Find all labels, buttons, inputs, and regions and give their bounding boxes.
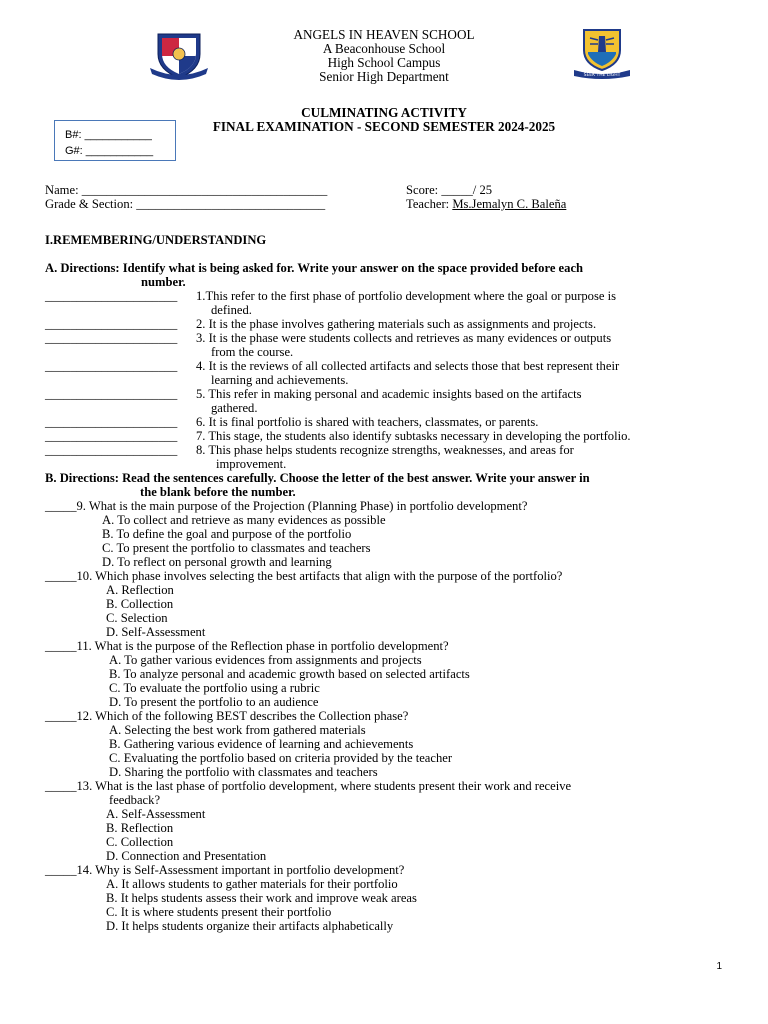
- item-text-cont: improvement.: [216, 457, 287, 471]
- page-number: 1: [716, 961, 722, 972]
- answer-option: A. To collect and retrieve as many evidences as possible: [102, 513, 386, 527]
- answer-option: C. To present the portfolio to classmates and teachers: [102, 541, 371, 555]
- item-text-cont: learning and achievements.: [211, 373, 349, 387]
- teacher-line: [406, 197, 566, 211]
- answer-option: D. To reflect on personal growth and learning: [102, 555, 332, 569]
- question-stem: _____13. What is the last phase of portfolio development, where students present their work and receive: [45, 779, 572, 793]
- answer-option: C. It is where students present their portfolio: [106, 905, 332, 919]
- answer-blank[interactable]: _____________________: [45, 415, 178, 429]
- part-b-directions: B. Directions: Read the sentences carefully. Choose the letter of the best answer. Write your answer in: [45, 471, 590, 485]
- answer-option: B. Reflection: [106, 821, 174, 835]
- item-text: 5. This refer in making personal and academic insights based on the artifacts: [196, 387, 582, 401]
- answer-option: B. To analyze personal and academic growth based on selected artifacts: [109, 667, 470, 681]
- department-name: Senior High Department: [319, 69, 449, 84]
- answer-option: C. To evaluate the portfolio using a rubric: [109, 681, 320, 695]
- answer-option: B. To define the goal and purpose of the portfolio: [102, 527, 352, 541]
- question-stem: _____10. Which phase involves selecting the best artifacts that align with the purpose of the portfolio?: [45, 569, 563, 583]
- item-text-cont: defined.: [211, 303, 252, 317]
- answer-option: D. Self-Assessment: [106, 625, 206, 639]
- answer-option: C. Selection: [106, 611, 168, 625]
- answer-option: A. Reflection: [106, 583, 174, 597]
- question-stem: _____11. What is the purpose of the Reflection phase in portfolio development?: [45, 639, 449, 653]
- answer-blank[interactable]: _____________________: [45, 331, 178, 345]
- answer-option: A. Self-Assessment: [106, 807, 206, 821]
- question-stem-cont: feedback?: [109, 793, 161, 807]
- answer-option: B. Gathering various evidence of learning and achievements: [109, 737, 414, 751]
- answer-option: D. To present the portfolio to an audience: [109, 695, 319, 709]
- answer-option: C. Evaluating the portfolio based on criteria provided by the teacher: [109, 751, 453, 765]
- item-text: 6. It is final portfolio is shared with teachers, classmates, or parents.: [196, 415, 539, 429]
- answer-option: D. Connection and Presentation: [106, 849, 267, 863]
- question-stem: _____14. Why is Self-Assessment important in portfolio development?: [45, 863, 405, 877]
- question-stem: _____12. Which of the following BEST describes the Collection phase?: [45, 709, 409, 723]
- answer-option: D. It helps students organize their artifacts alphabetically: [106, 919, 394, 933]
- item-text-cont: from the course.: [211, 345, 294, 359]
- answer-option: A. Selecting the best work from gathered materials: [109, 723, 366, 737]
- answer-blank[interactable]: _____________________: [45, 443, 178, 457]
- answer-option: A. It allows students to gather materials for their portfolio: [106, 877, 398, 891]
- school-affiliation: A Beaconhouse School: [322, 41, 446, 56]
- exam-title: CULMINATING ACTIVITY: [301, 105, 467, 120]
- exam-subtitle: FINAL EXAMINATION - SECOND SEMESTER 2024-2025: [212, 119, 556, 134]
- score-field[interactable]: Score: _____/ 25: [406, 183, 493, 197]
- item-text: 8. This phase helps students recognize strengths, weaknesses, and areas for: [196, 443, 574, 457]
- boys-count-field[interactable]: B#: ___________: [65, 129, 152, 141]
- part-b-directions-cont: the blank before the number.: [140, 485, 296, 499]
- answer-option: A. To gather various evidences from assignments and projects: [109, 653, 422, 667]
- answer-option: D. Sharing the portfolio with classmates and teachers: [109, 765, 378, 779]
- item-text: 3. It is the phase were students collects and retrieves as many evidences or outputs: [196, 331, 612, 345]
- answer-blank[interactable]: _____________________: [45, 289, 178, 303]
- item-text: 7. This stage, the students also identify subtasks necessary in developing the portfolio.: [196, 429, 631, 443]
- answer-option: C. Collection: [106, 835, 174, 849]
- svg-text:SEEK THE LIGHT: SEEK THE LIGHT: [583, 73, 621, 78]
- item-text: 2. It is the phase involves gathering materials such as assignments and projects.: [196, 317, 597, 331]
- item-text: 4. It is the reviews of all collected artifacts and selects those that best represent their: [196, 359, 620, 373]
- boy-girl-count-box: [54, 120, 176, 161]
- campus-name: High School Campus: [327, 55, 441, 70]
- question-stem: _____9. What is the main purpose of the Projection (Planning Phase) in portfolio development?: [45, 499, 528, 513]
- section-heading: I.REMEMBERING/UNDERSTANDING: [45, 233, 267, 247]
- answer-option: B. Collection: [106, 597, 174, 611]
- student-name-field[interactable]: Name: _______________________________________: [45, 183, 328, 197]
- item-text-cont: gathered.: [211, 401, 258, 415]
- answer-option: B. It helps students assess their work and improve weak areas: [106, 891, 417, 905]
- part-a-directions-cont: number.: [141, 275, 186, 289]
- answer-blank[interactable]: _____________________: [45, 359, 178, 373]
- girls-count-field[interactable]: G#: ___________: [65, 145, 154, 157]
- answer-blank[interactable]: _____________________: [45, 317, 178, 331]
- school-name: ANGELS IN HEAVEN SCHOOL: [293, 27, 475, 42]
- answer-blank[interactable]: _____________________: [45, 387, 178, 401]
- part-a-directions: A. Directions: Identify what is being asked for. Write your answer on the space provided before each: [45, 261, 584, 275]
- teacher-label: Teacher:: [406, 197, 453, 211]
- grade-section-field[interactable]: Grade & Section: ______________________________: [45, 197, 326, 211]
- answer-blank[interactable]: _____________________: [45, 429, 178, 443]
- item-text: 1.This refer to the first phase of portfolio development where the goal or purpose is: [196, 289, 617, 303]
- teacher-name: Ms.Jemalyn C. Baleña: [452, 197, 567, 211]
